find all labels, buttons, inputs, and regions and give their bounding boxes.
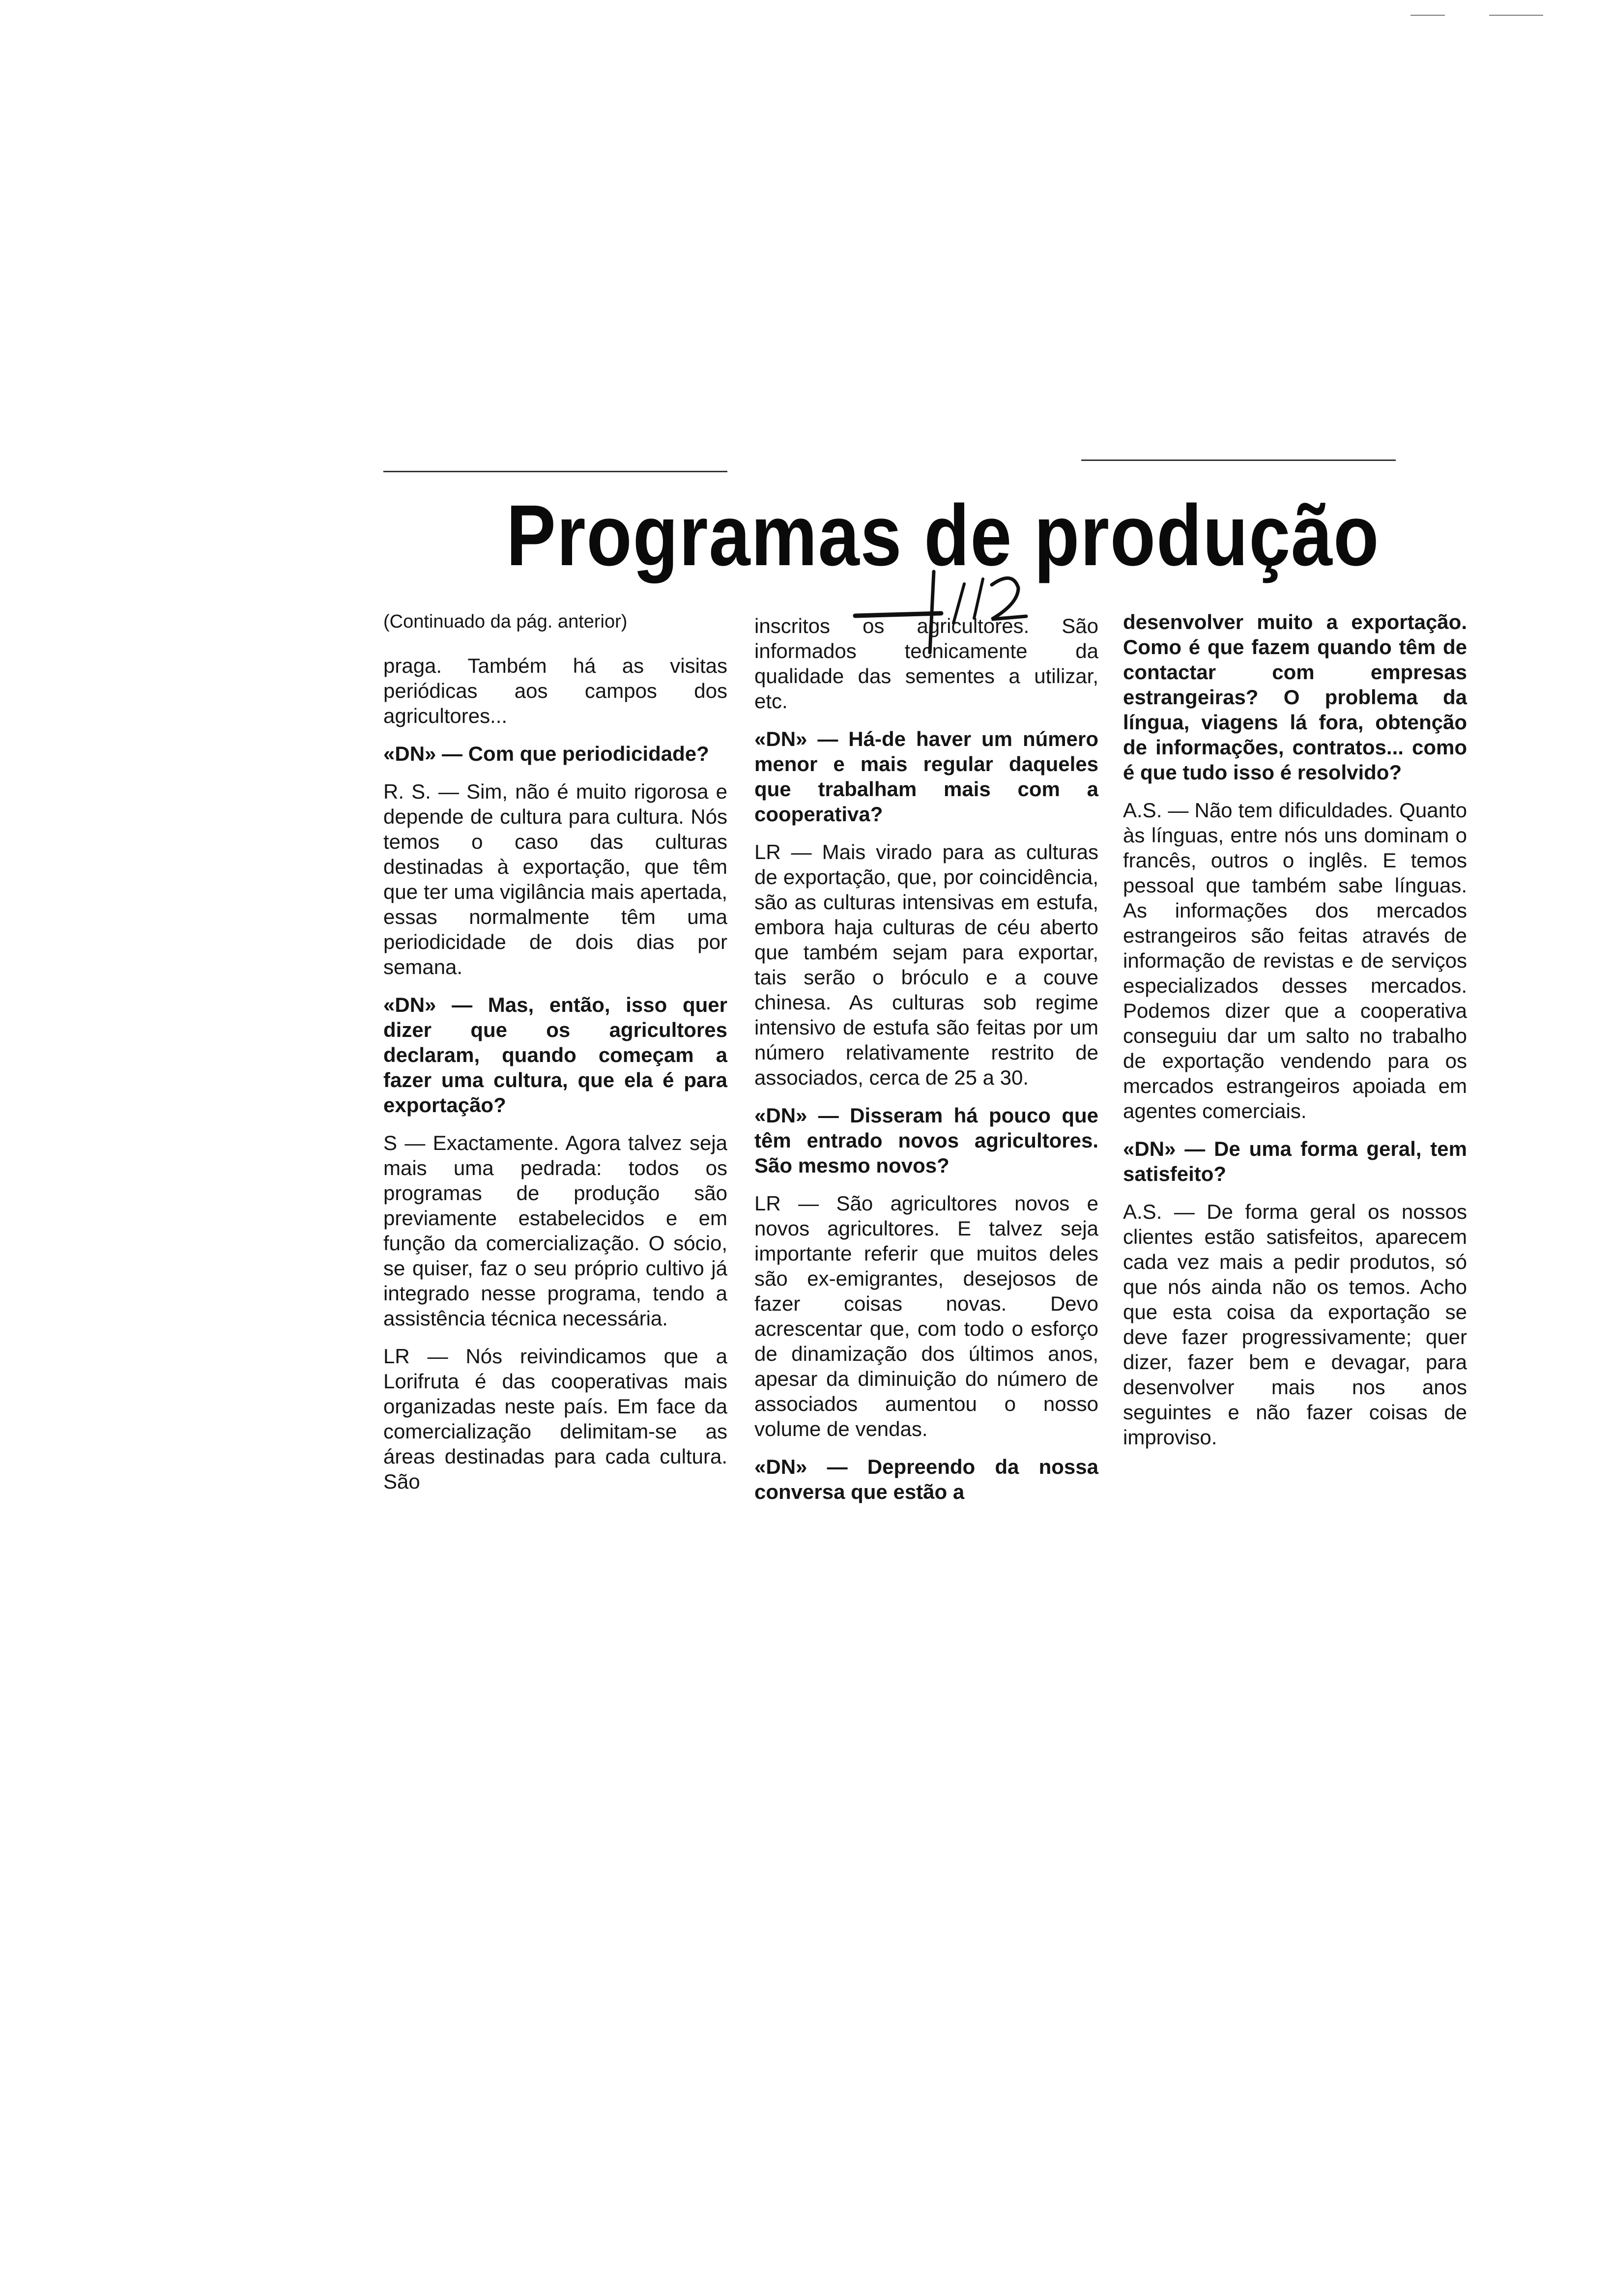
article-column-3: [1123, 609, 1467, 1463]
answer-paragraph: R. S. — Sim, não é muito rigorosa e depende de cultura para cultura. Nós temos o caso das culturas destinadas à exportação, que têm que ter uma vigilância mais apertada, essas normalmente têm uma periodicidade de dois dias por semana.: [383, 780, 727, 978]
answer-paragraph: A.S. — Não tem dificuldades. Quanto às línguas, entre nós uns dominam o francês, outros o inglês. E temos pessoal que também sabe línguas. As informações dos mercados estrangeiros são feitas através de informação de revistas e de serviços especializados desses mercados. Podemos dizer que a cooperativa conseguiu dar um salto no trabalho de exportação vendendo para os mercados estrangeiros apoiada em agentes comerciais.: [1123, 799, 1467, 1122]
answer-paragraph: LR — Mais virado para as culturas de exportação, que, por coincidência, são as culturas intensivas em estufa, embora haja culturas de céu aberto que também sejam para exportar, tais serão o bróculo e a couve chinesa. As culturas sob regime intensivo de estufa são feitas por um número relativamente restrito de associados, cerca de 25 a 30.: [754, 840, 1098, 1089]
answer-paragraph: S — Exactamente. Agora talvez seja mais uma pedrada: todos os programas de produção são previamente estabelecidos e em função da comercialização. O sócio, se quiser, faz o seu próprio cultivo já integrado nesse programa, tendo a assistência técnica necessária.: [383, 1131, 727, 1330]
question-paragraph: «DN» — Há-de haver um número menor e mais regular daqueles que trabalham mais com a cooperativa?: [754, 727, 1098, 826]
headline: Programas de produção: [506, 488, 1380, 584]
answer-paragraph: LR — São agricultores novos e novos agricultores. E talvez seja importante referir que muitos deles são ex-emigrantes, desejosos de fazer coisas novas. Devo acrescentar que, com todo o esforço de dinamização dos últimos anos, apesar da diminuição do número de associados aumentou o nosso volume de vendas.: [754, 1192, 1098, 1440]
question-paragraph: «DN» — Depreendo da nossa conversa que estão a: [754, 1455, 1098, 1503]
answer-paragraph: inscritos os agricultores. São informados tecnicamente da qualidade das sementes a utilizar, etc.: [754, 614, 1098, 713]
question-paragraph: «DN» — Disseram há pouco que têm entrado novos agricultores. São mesmo novos?: [754, 1104, 1098, 1177]
question-paragraph: «DN» — Mas, então, isso quer dizer que os agricultores declaram, quando começam a fazer uma cultura, que ela é para exportação?: [383, 993, 727, 1117]
article-column-2: [754, 613, 1098, 1517]
answer-paragraph: A.S. — De forma geral os nossos clientes estão satisfeitos, aparecem cada vez mais a pedir produtos, só que nós ainda não os temos. Acho que esta coisa da exportação se deve fazer progressivamente; quer dizer, fazer bem e devagar, para desenvolver mais nos anos seguintes e não fazer coisas de improviso.: [1123, 1200, 1467, 1449]
answer-paragraph: LR — Nós reivindicamos que a Lorifruta é das cooperativas mais organizadas neste país. Em face da comercialização delimitam-se as áreas destinadas para cada cultura. São: [383, 1345, 727, 1493]
header-rule: [383, 471, 727, 472]
corner-rule: [1410, 15, 1445, 16]
question-paragraph: «DN» — Com que periodicidade?: [383, 742, 709, 765]
question-paragraph: desenvolver muito a exportação. Como é que fazem quando têm de contactar com empresas estrangeiras? O problema da língua, viagens lá fora, obtenção de informações, contratos... como é que tudo isso é resolvido?: [1123, 610, 1467, 784]
corner-rule: [1489, 15, 1543, 16]
article-column-1: [383, 609, 727, 1507]
continuation-note: (Continuado da pág. anterior): [383, 611, 628, 632]
header-rule: [1081, 459, 1396, 461]
question-paragraph: «DN» — De uma forma geral, tem satisfeito?: [1123, 1137, 1467, 1185]
answer-paragraph: praga. Também há as visitas periódicas aos campos dos agricultores...: [383, 654, 727, 727]
